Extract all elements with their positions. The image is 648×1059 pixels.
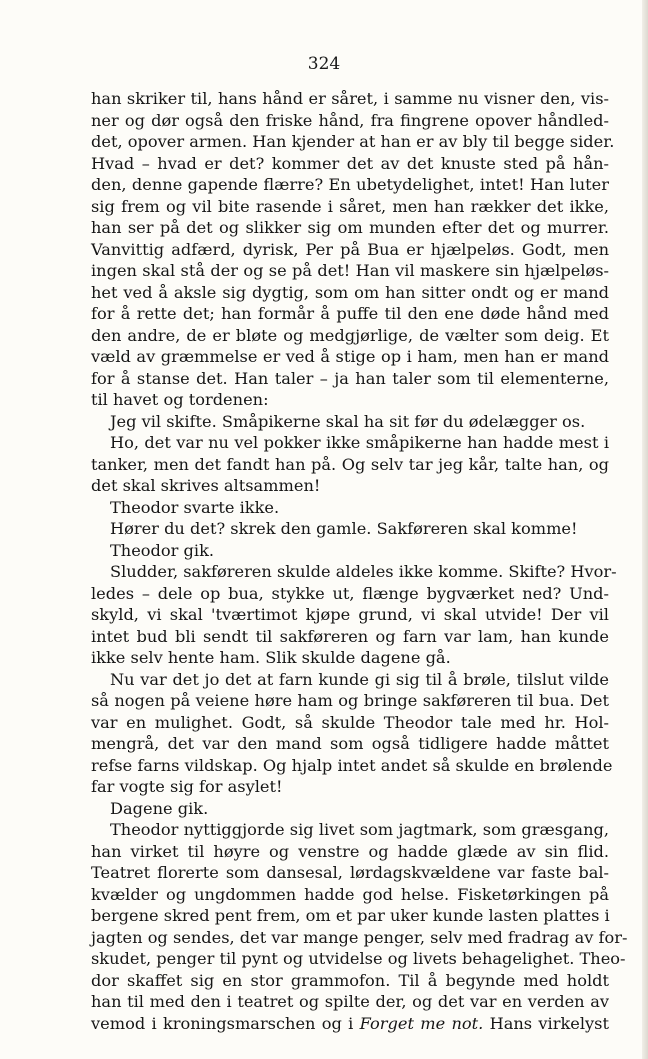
text-line: Dagene gik. — [110, 798, 209, 818]
text-segment: vemod i kroningsmarschen og i — [91, 1013, 354, 1033]
text-line: kvælder og ungdommen hadde god helse. Fisketørkingen på — [91, 884, 609, 904]
text-line: Vanvittig adfærd, dyrisk, Per på Bua er hjælpeløs. Godt, men — [91, 239, 609, 259]
text-line: Hører du det? skrek den gamle. Sakføreren skal komme! — [110, 519, 578, 538]
page-edge-shadow — [642, 0, 648, 1059]
text-line: Hvad – hvad er det? kommer det av det knuste sted på hån- — [91, 153, 609, 173]
body-text — [91, 88, 628, 1034]
text-line: han virket til høyre og venstre og hadde glæde av sin flid. — [91, 841, 609, 861]
text-line: Jeg vil skifte. Småpikerne skal ha sit før du ødelægger os. — [110, 411, 586, 431]
text-line: skyld, vi skal 'tværtimot kjøpe grund, vi skal utvide! Der vil — [91, 605, 609, 624]
text-line: væld av græmmelse er ved å stige op i ham, men han er mand — [91, 347, 609, 366]
text-line: han ser på det og slikker sig om munden efter det og murrer. — [91, 218, 609, 237]
text-line: Theodor svarte ikke. — [110, 497, 280, 517]
text-line: jagten og sendes, det var mange penger, selv med fradrag av for- — [91, 927, 628, 947]
text-line: bergene skred pent frem, om et par uker kunde lasten plattes i — [91, 906, 610, 925]
text-segment: Hans virkelyst — [489, 1013, 609, 1033]
text-line-final — [91, 1013, 609, 1035]
text-line: dor skaffet sig en stor grammofon. Til å begynde med holdt — [91, 970, 609, 990]
text-line: han skriker til, hans hånd er såret, i samme nu visner den, vis- — [91, 89, 609, 108]
text-line: tanker, men det fandt han på. Og selv tar jeg kår, talte han, og — [91, 454, 609, 474]
text-line: mengrå, det var den mand som også tidligere hadde måttet — [91, 734, 609, 753]
text-line: intet bud bli sendt til sakføreren og farn var lam, han kunde — [91, 626, 609, 646]
text-line: refse farns vildskap. Og hjalp intet andet så skulde en brølende — [91, 755, 613, 775]
italic-title: Forget me not. — [359, 1013, 484, 1033]
text-line: var en mulighet. Godt, så skulde Theodor tale med hr. Hol- — [91, 712, 609, 732]
text-line: Ho, det var nu vel pokker ikke småpikerne han hadde mest i — [110, 433, 609, 452]
text-line: for å rette det; han formår å puffe til den ene døde hånd med — [91, 304, 609, 323]
text-line: Nu var det jo det at farn kunde gi sig til å brøle, tilslut vilde — [110, 669, 609, 689]
text-line: Theodor gik. — [110, 540, 215, 560]
text-line: Theodor nyttiggjorde sig livet som jagtmark, som græsgang, — [110, 820, 609, 839]
text-line: Teatret florerte som dansesal, lørdagskvældene var faste bal- — [91, 863, 609, 882]
text-line: far vogte sig for asylet! — [91, 777, 283, 796]
text-line: het ved å aksle sig dygtig, som om han sitter ondt og er mand — [91, 282, 609, 302]
text-line: for å stanse det. Han taler – ja han taler som til elementerne, — [91, 368, 609, 388]
text-line: Sludder, sakføreren skulde aldeles ikke komme. Skifte? Hvor- — [110, 562, 617, 581]
text-line: den andre, de er bløte og medgjørlige, de vælter som deig. Et — [91, 325, 609, 345]
page-number: 324 — [307, 54, 341, 74]
text-line: det, opover armen. Han kjender at han er av bly til begge sider. — [91, 132, 615, 151]
text-line: han til med den i teatret og spilte der, og det var en verden av — [91, 992, 609, 1011]
text-line: ikke selv hente ham. Slik skulde dagene gå. — [91, 648, 451, 667]
text-line: det skal skrives altsammen! — [91, 476, 321, 495]
text-line: ner og dør også den friske hånd, fra fingrene opover håndled- — [91, 110, 609, 130]
text-line: den, denne gapende flærre? En ubetydelighet, intet! Han luter — [91, 175, 609, 194]
text-line: så nogen på veiene høre ham og bringe sakføreren til bua. Det — [91, 691, 609, 710]
text-line: til havet og tordenen: — [91, 390, 269, 409]
text-line: skudet, penger til pynt og utvidelse og livets behagelighet. Theo- — [91, 949, 626, 968]
text-line: ingen skal stå der og se på det! Han vil maskere sin hjælpeløs- — [91, 261, 609, 280]
text-line: ledes – dele op bua, stykke ut, flænge bygværket ned? Und- — [91, 583, 609, 603]
text-line: sig frem og vil bite rasende i såret, men han rækker det ikke, — [91, 196, 609, 216]
